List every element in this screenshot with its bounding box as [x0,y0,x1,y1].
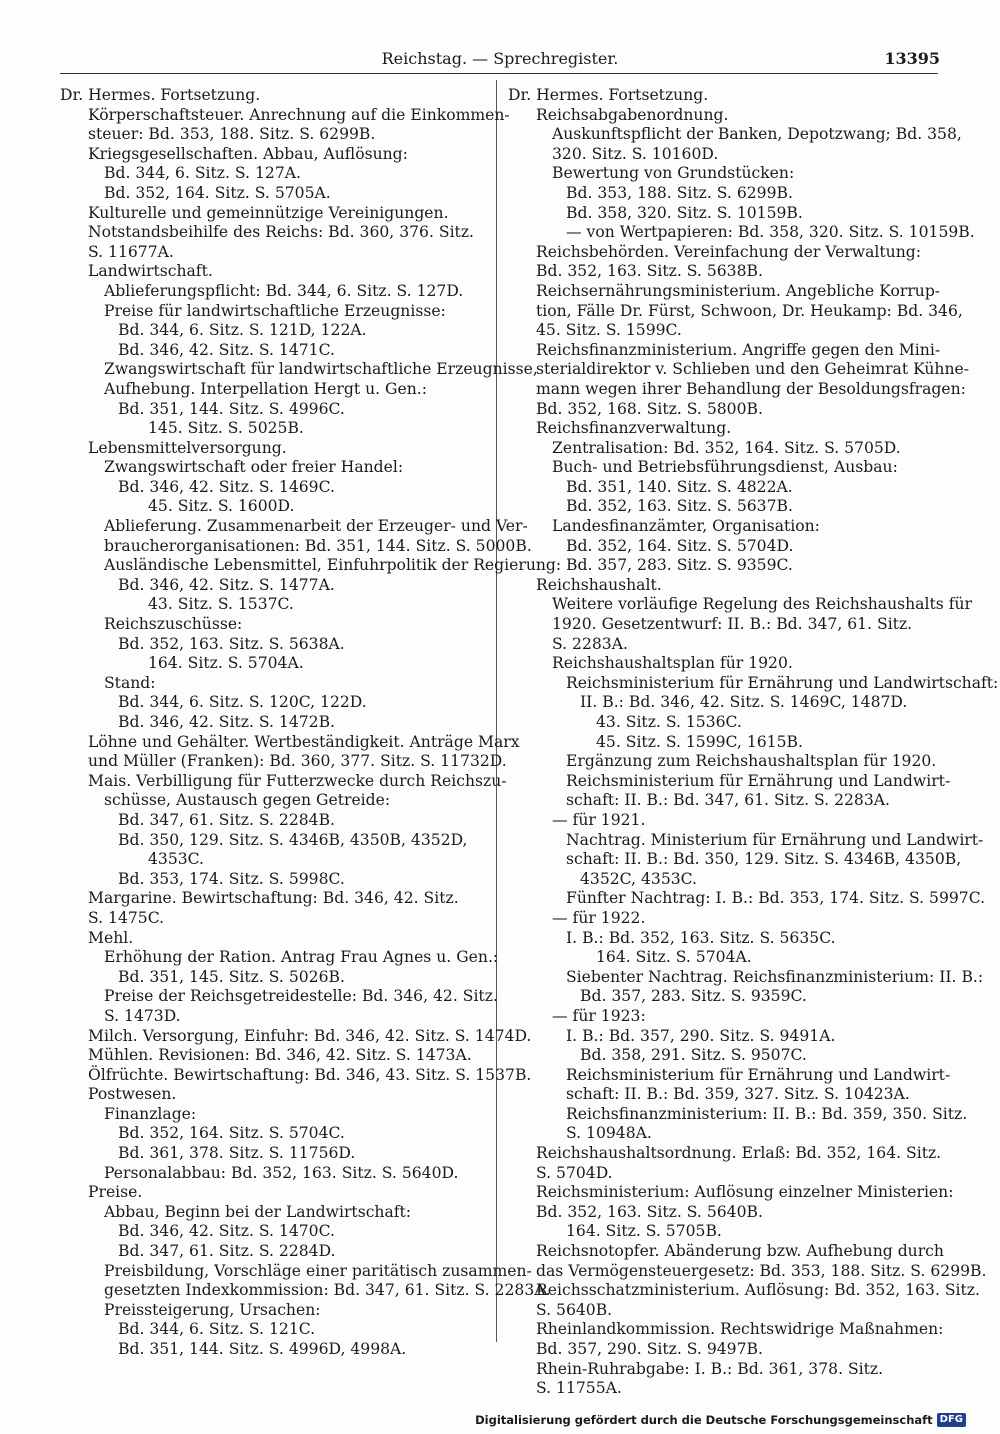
index-line: Kulturelle und gemeinnützige Vereinigungen. [88,203,449,222]
index-line: Bd. 358, 320. Sitz. S. 10159B. [566,203,803,222]
index-line: Bd. 351, 144. Sitz. S. 4996D, 4998A. [118,1340,407,1358]
index-line: S. 10948A. [566,1124,652,1143]
index-line: — für 1921. [552,810,646,829]
page-number: 13395 [884,49,940,68]
index-line: Bd. 352, 163. Sitz. S. 5640B. [536,1202,763,1221]
index-line: 164. Sitz. S. 5704A. [596,948,752,967]
index-line: Zentralisation: Bd. 352, 164. Sitz. S. 5705D. [552,438,901,457]
index-line: steuer: Bd. 353, 188. Sitz. S. 6299B. [88,125,376,144]
index-line: braucherorganisationen: Bd. 351, 144. Sitz. S. 5000B. [104,536,532,555]
index-line: Preise für landwirtschaftliche Erzeugnisse: [104,301,446,320]
index-line: S. 11755A. [536,1379,622,1398]
index-line: Reichsfinanzverwaltung. [536,419,732,438]
index-line: Erhöhung der Ration. Antrag Frau Agnes u. Gen.: [104,948,499,967]
index-line: Rhein-Ruhrabgabe: I. B.: Bd. 361, 378. Sitz. [536,1359,884,1378]
footer-text: Digitalisierung gefördert durch die Deutsche Forschungsgemeinschaft [475,1413,933,1427]
index-line: Preisbildung, Vorschläge einer paritätisch zusammen- [104,1261,532,1280]
index-line: gesetzten Indexkommission: Bd. 347, 61. Sitz. S. 2283A. [104,1281,551,1300]
index-line: Milch. Versorgung, Einfuhr: Bd. 346, 42. Sitz. S. 1474D. [88,1026,532,1045]
index-line: Reichszuschüsse: [104,615,243,634]
index-line: Reichsministerium für Ernährung und Landwirt- [566,1065,951,1084]
index-line: Bd. 344, 6. Sitz. S. 120C, 122D. [118,693,367,712]
column-divider [496,80,497,1342]
index-line: und Müller (Franken): Bd. 360, 377. Sitz. S. 11732D. [88,752,507,771]
index-line: Reichsfinanzministerium. Angriffe gegen den Mini- [536,340,941,359]
index-line: — von Wertpapieren: Bd. 358, 320. Sitz. S. 10159B. [566,223,975,242]
index-line: Ablieferungspflicht: Bd. 344, 6. Sitz. S. 127D. [104,281,464,300]
running-title: Reichstag. — Sprechregister. [381,49,619,68]
index-line: schüsse, Austausch gegen Getreide: [104,791,391,810]
index-line: Mühlen. Revisionen: Bd. 346, 42. Sitz. S. 1473A. [88,1046,472,1065]
index-line: Reichsministerium: Auflösung einzelner Ministerien: [536,1183,954,1202]
index-line: Bd. 358, 291. Sitz. S. 9507C. [580,1046,807,1065]
index-line: Bd. 346, 42. Sitz. S. 1469C. [118,477,335,496]
index-line: Ergänzung zum Reichshaushaltsplan für 1920. [566,752,937,771]
index-line: Bd. 344, 6. Sitz. S. 121D, 122A. [118,321,367,340]
index-line: Bd. 352, 163. Sitz. S. 5638A. [118,634,345,653]
index-line: Abbau, Beginn bei der Landwirtschaft: [104,1202,412,1221]
index-line: Mais. Verbilligung für Futterzwecke durch Reichszu- [88,771,507,790]
index-line: Postwesen. [88,1085,177,1104]
footer [475,1413,966,1427]
index-line: Bd. 352, 163. Sitz. S. 5637B. [566,497,793,516]
index-line: Bd. 357, 290. Sitz. S. 9497B. [536,1340,763,1358]
index-line: Lebensmittelversorgung. [88,438,287,457]
index-line: Bd. 361, 378. Sitz. S. 11756D. [118,1144,356,1163]
index-line: Bd. 344, 6. Sitz. S. 127A. [104,164,301,183]
index-line: Reichsnotopfer. Abänderung bzw. Aufhebung durch [536,1242,944,1261]
index-line: Nachtrag. Ministerium für Ernährung und Landwirt- [566,830,984,849]
index-line: Fünfter Nachtrag: I. B.: Bd. 353, 174. Sitz. S. 5997C. [566,889,986,908]
index-line: Aufhebung. Interpellation Hergt u. Gen.: [104,379,427,398]
index-line: Reichsabgabenordnung. [536,105,729,124]
index-line: Bd. 350, 129. Sitz. S. 4346B, 4350B, 4352D, [118,830,468,849]
index-line: Bd. 352, 164. Sitz. S. 5704C. [118,1124,345,1143]
index-line: 320. Sitz. S. 10160D. [552,144,719,163]
index-line: Bd. 357, 283. Sitz. S. 9359C. [580,987,807,1006]
index-line: 164. Sitz. S. 5705B. [566,1222,722,1241]
index-line: Dr. Hermes. Fortsetzung. [60,86,261,104]
index-line: Reichsbehörden. Vereinfachung der Verwaltung: [536,242,921,261]
index-line: Bd. 347, 61. Sitz. S. 2284B. [118,810,335,829]
index-line: Preissteigerung, Ursachen: [104,1300,321,1319]
index-line: das Vermögensteuergesetz: Bd. 353, 188. Sitz. S. 6299B. [536,1261,987,1280]
index-line: Rheinlandkommission. Rechtswidrige Maßnahmen: [536,1320,944,1339]
index-line: Reichshaushalt. [536,575,662,594]
index-line: Bd. 352, 164. Sitz. S. 5705A. [104,183,331,202]
index-line: Bd. 344, 6. Sitz. S. 121C. [118,1320,316,1339]
header-rule [60,73,938,74]
index-line: mann wegen ihrer Behandlung der Besoldungsfragen: [536,379,966,398]
index-line: Löhne und Gehälter. Wertbeständigkeit. Anträge Marx [88,732,520,751]
index-line: 164. Sitz. S. 5704A. [148,654,304,673]
index-line: II. B.: Bd. 346, 42. Sitz. S. 1469C, 1487D. [580,693,908,712]
index-line: Weitere vorläufige Regelung des Reichshaushalts für [552,595,972,614]
index-line: Reichshaushaltsordnung. Erlaß: Bd. 352, 164. Sitz. [536,1144,942,1163]
index-line: Landesfinanzämter, Organisation: [552,517,820,536]
index-line: Mehl. [88,928,134,947]
index-line: 1920. Gesetzentwurf: II. B.: Bd. 347, 61. Sitz. [552,615,913,634]
index-line: Bd. 346, 42. Sitz. S. 1472B. [118,713,335,731]
index-line: schaft: II. B.: Bd. 359, 327. Sitz. S. 10423A. [566,1085,910,1104]
page-header [60,46,940,70]
index-line: Ablieferung. Zusammenarbeit der Erzeuger- und Ver- [104,517,528,536]
index-line: — für 1922. [552,908,646,927]
index-line: Zwangswirtschaft für landwirtschaftliche Erzeugnisse, [104,360,538,379]
index-line: Preise der Reichsgetreidestelle: Bd. 346, 42. Sitz. [104,987,498,1006]
index-line: 45. Sitz. S. 1599C, 1615B. [596,732,803,751]
index-line: Personalabbau: Bd. 352, 163. Sitz. S. 5640D. [104,1163,459,1182]
right-column [508,86,999,1399]
index-line: tion, Fälle Dr. Fürst, Schwoon, Dr. Heukamp: Bd. 346, [536,301,963,320]
index-line: Reichsministerium für Ernährung und Landwirtschaft: [566,673,999,692]
index-line: Ausländische Lebensmittel, Einfuhrpolitik der Regierung: [104,556,562,575]
index-line: S. 5640B. [536,1300,613,1319]
index-line: Buch- und Betriebsführungsdienst, Ausbau: [552,458,898,477]
index-line: Reichshaushaltsplan für 1920. [552,654,793,673]
index-line: Stand: [104,673,156,692]
index-line: Bd. 351, 145. Sitz. S. 5026B. [118,967,345,986]
index-line: Reichsfinanzministerium: II. B.: Bd. 359, 350. Sitz. [566,1104,968,1123]
index-line: 45. Sitz. S. 1599C. [536,321,682,340]
index-line: I. B.: Bd. 352, 163. Sitz. S. 5635C. [566,928,836,947]
index-line: Bd. 353, 188. Sitz. S. 6299B. [566,183,793,202]
index-line: Landwirtschaft. [88,262,213,281]
index-line: 43. Sitz. S. 1536C. [596,713,742,731]
index-line: Ölfrüchte. Bewirtschaftung: Bd. 346, 43. Sitz. S. 1537B. [88,1065,532,1084]
index-line: Bd. 346, 42. Sitz. S. 1471C. [118,340,335,359]
index-line: Margarine. Bewirtschaftung: Bd. 346, 42. Sitz. [88,889,459,908]
index-line: Körperschaftsteuer. Anrechnung auf die Einkommen- [88,105,510,124]
index-line: Dr. Hermes. Fortsetzung. [508,86,709,104]
index-line: 4353C. [148,850,205,869]
index-line: S. 11677A. [88,242,174,261]
index-line: Zwangswirtschaft oder freier Handel: [104,458,404,477]
index-line: 43. Sitz. S. 1537C. [148,595,294,614]
index-line: Bd. 351, 140. Sitz. S. 4822A. [566,477,793,496]
index-line: Bd. 353, 174. Sitz. S. 5998C. [118,869,345,888]
index-line: Finanzlage: [104,1104,197,1123]
index-line: Bd. 347, 61. Sitz. S. 2284D. [118,1242,336,1261]
left-column [60,86,562,1360]
index-line: schaft: II. B.: Bd. 347, 61. Sitz. S. 2283A. [566,791,890,810]
index-line: 45. Sitz. S. 1600D. [148,497,295,516]
index-line: S. 1473D. [104,1006,181,1025]
index-line: Siebenter Nachtrag. Reichsfinanzministerium: II. B.: [566,967,984,986]
index-line: Bewertung von Grundstücken: [552,164,795,183]
index-line: 145. Sitz. S. 5025B. [148,419,304,438]
index-line: Bd. 351, 144. Sitz. S. 4996C. [118,399,345,418]
index-line: Bd. 352, 168. Sitz. S. 5800B. [536,399,763,418]
index-line: Reichsernährungsministerium. Angebliche Korrup- [536,281,941,300]
index-line: Bd. 352, 164. Sitz. S. 5704D. [566,536,794,555]
index-line: 4352C, 4353C. [580,869,697,888]
index-line: — für 1923: [552,1006,646,1025]
index-line: Bd. 346, 42. Sitz. S. 1477A. [118,575,335,594]
index-line: sterialdirektor v. Schlieben und den Geheimrat Kühne- [536,360,970,379]
index-line: S. 1475C. [88,908,165,927]
index-line: Reichsschatzministerium. Auflösung: Bd. 352, 163. Sitz. [536,1281,980,1300]
index-line: Preise. [88,1183,143,1202]
dfg-logo-icon: DFG [937,1413,966,1427]
index-line: Auskunftspflicht der Banken, Depotzwang; Bd. 358, [552,125,962,144]
index-line: Notstandsbeihilfe des Reichs: Bd. 360, 376. Sitz. [88,223,474,242]
index-line: Kriegsgesellschaften. Abbau, Auflösung: [88,144,408,163]
index-line: Bd. 357, 283. Sitz. S. 9359C. [566,556,793,575]
index-line: Bd. 346, 42. Sitz. S. 1470C. [118,1222,335,1241]
index-line: I. B.: Bd. 357, 290. Sitz. S. 9491A. [566,1026,836,1045]
index-line: S. 2283A. [552,634,628,653]
index-line: Bd. 352, 163. Sitz. S. 5638B. [536,262,763,281]
index-line: S. 5704D. [536,1163,613,1182]
index-line: Reichsministerium für Ernährung und Landwirt- [566,771,951,790]
index-line: schaft: II. B.: Bd. 350, 129. Sitz. S. 4346B, 4350B, [566,850,962,869]
